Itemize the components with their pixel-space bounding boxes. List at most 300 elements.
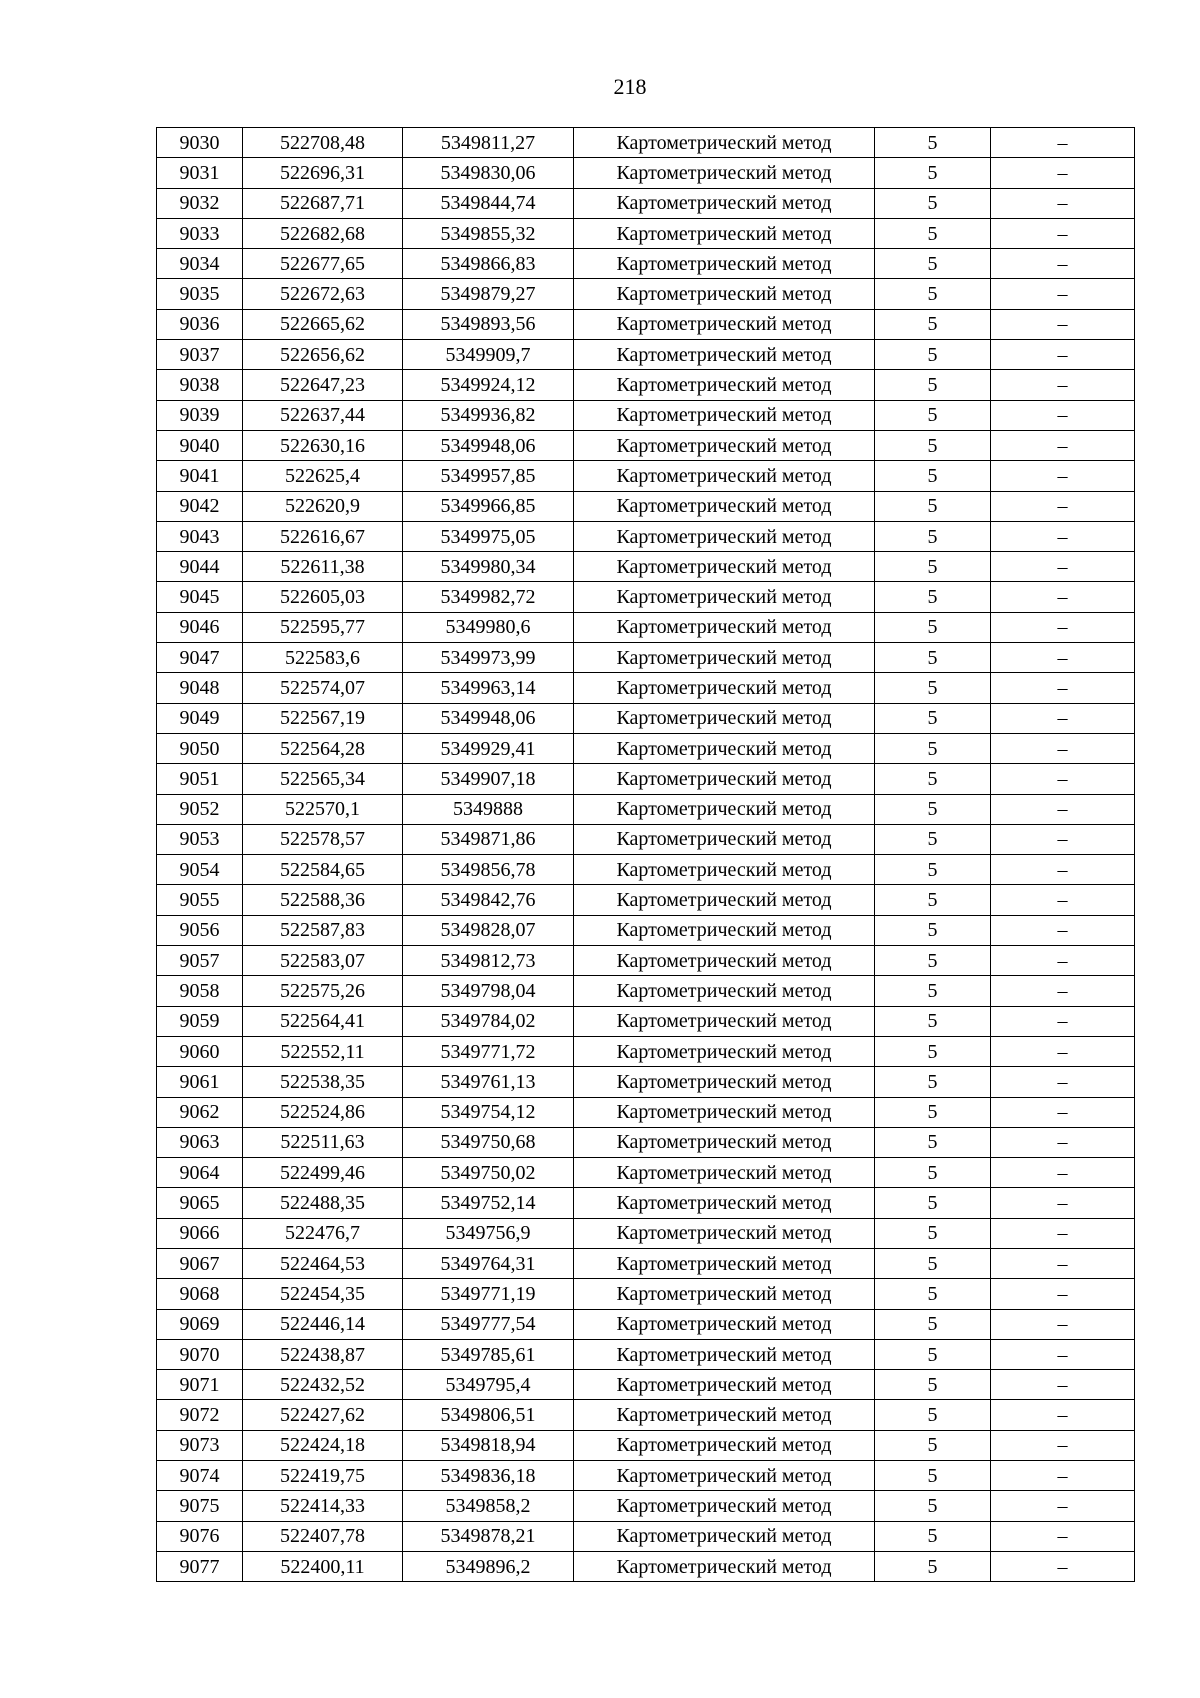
- x-coordinate-cell: 522611,38: [243, 552, 403, 582]
- point-number-cell: 9054: [157, 855, 243, 885]
- table-row: [157, 218, 1135, 248]
- point-number-cell: 9052: [157, 794, 243, 824]
- y-coordinate-cell: 5349754,12: [403, 1097, 574, 1127]
- y-coordinate-cell: 5349844,74: [403, 188, 574, 218]
- note-cell: –: [991, 1430, 1135, 1460]
- method-cell: Картометрический метод: [574, 1006, 875, 1036]
- table-row: [157, 643, 1135, 673]
- accuracy-cell: 5: [875, 1036, 991, 1066]
- table-row: [157, 673, 1135, 703]
- note-cell: –: [991, 1036, 1135, 1066]
- x-coordinate-cell: 522538,35: [243, 1067, 403, 1097]
- x-coordinate-cell: 522552,11: [243, 1036, 403, 1066]
- x-coordinate-cell: 522578,57: [243, 824, 403, 854]
- y-coordinate-cell: 5349818,94: [403, 1430, 574, 1460]
- accuracy-cell: 5: [875, 855, 991, 885]
- method-cell: Картометрический метод: [574, 946, 875, 976]
- table-row: [157, 1248, 1135, 1278]
- point-number-cell: 9038: [157, 370, 243, 400]
- y-coordinate-cell: 5349980,6: [403, 612, 574, 642]
- accuracy-cell: 5: [875, 1370, 991, 1400]
- x-coordinate-cell: 522570,1: [243, 794, 403, 824]
- note-cell: –: [991, 1218, 1135, 1248]
- x-coordinate-cell: 522564,28: [243, 733, 403, 763]
- y-coordinate-cell: 5349963,14: [403, 673, 574, 703]
- method-cell: Картометрический метод: [574, 249, 875, 279]
- note-cell: –: [991, 915, 1135, 945]
- accuracy-cell: 5: [875, 552, 991, 582]
- accuracy-cell: 5: [875, 400, 991, 430]
- point-number-cell: 9036: [157, 309, 243, 339]
- point-number-cell: 9048: [157, 673, 243, 703]
- point-number-cell: 9047: [157, 643, 243, 673]
- accuracy-cell: 5: [875, 612, 991, 642]
- y-coordinate-cell: 5349909,7: [403, 340, 574, 370]
- x-coordinate-cell: 522524,86: [243, 1097, 403, 1127]
- point-number-cell: 9060: [157, 1036, 243, 1066]
- table-row: [157, 1339, 1135, 1369]
- accuracy-cell: 5: [875, 1158, 991, 1188]
- y-coordinate-cell: 5349982,72: [403, 582, 574, 612]
- note-cell: –: [991, 400, 1135, 430]
- point-number-cell: 9045: [157, 582, 243, 612]
- y-coordinate-cell: 5349975,05: [403, 521, 574, 551]
- accuracy-cell: 5: [875, 1551, 991, 1581]
- point-number-cell: 9062: [157, 1097, 243, 1127]
- point-number-cell: 9032: [157, 188, 243, 218]
- note-cell: –: [991, 521, 1135, 551]
- note-cell: –: [991, 158, 1135, 188]
- note-cell: –: [991, 340, 1135, 370]
- y-coordinate-cell: 5349948,06: [403, 703, 574, 733]
- note-cell: –: [991, 733, 1135, 763]
- y-coordinate-cell: 5349871,86: [403, 824, 574, 854]
- note-cell: –: [991, 855, 1135, 885]
- table-row: [157, 1400, 1135, 1430]
- accuracy-cell: 5: [875, 824, 991, 854]
- note-cell: –: [991, 370, 1135, 400]
- note-cell: –: [991, 1521, 1135, 1551]
- method-cell: Картометрический метод: [574, 1158, 875, 1188]
- y-coordinate-cell: 5349936,82: [403, 400, 574, 430]
- note-cell: –: [991, 1279, 1135, 1309]
- method-cell: Картометрический метод: [574, 1339, 875, 1369]
- note-cell: –: [991, 612, 1135, 642]
- point-number-cell: 9046: [157, 612, 243, 642]
- method-cell: Картометрический метод: [574, 1067, 875, 1097]
- point-number-cell: 9057: [157, 946, 243, 976]
- table-row: [157, 552, 1135, 582]
- method-cell: Картометрический метод: [574, 1430, 875, 1460]
- x-coordinate-cell: 522400,11: [243, 1551, 403, 1581]
- method-cell: Картометрический метод: [574, 1127, 875, 1157]
- point-number-cell: 9034: [157, 249, 243, 279]
- table-row: [157, 582, 1135, 612]
- note-cell: –: [991, 1400, 1135, 1430]
- point-number-cell: 9042: [157, 491, 243, 521]
- method-cell: Картометрический метод: [574, 491, 875, 521]
- x-coordinate-cell: 522588,36: [243, 885, 403, 915]
- accuracy-cell: 5: [875, 1279, 991, 1309]
- table-row: [157, 188, 1135, 218]
- note-cell: –: [991, 279, 1135, 309]
- x-coordinate-cell: 522414,33: [243, 1491, 403, 1521]
- table-row: [157, 1521, 1135, 1551]
- table-row: [157, 733, 1135, 763]
- table-row: [157, 1370, 1135, 1400]
- y-coordinate-cell: 5349811,27: [403, 128, 574, 158]
- y-coordinate-cell: 5349761,13: [403, 1067, 574, 1097]
- method-cell: Картометрический метод: [574, 915, 875, 945]
- accuracy-cell: 5: [875, 1006, 991, 1036]
- method-cell: Картометрический метод: [574, 1188, 875, 1218]
- y-coordinate-cell: 5349750,02: [403, 1158, 574, 1188]
- point-number-cell: 9073: [157, 1430, 243, 1460]
- x-coordinate-cell: 522620,9: [243, 491, 403, 521]
- y-coordinate-cell: 5349777,54: [403, 1309, 574, 1339]
- x-coordinate-cell: 522446,14: [243, 1309, 403, 1339]
- note-cell: –: [991, 1491, 1135, 1521]
- y-coordinate-cell: 5349842,76: [403, 885, 574, 915]
- y-coordinate-cell: 5349858,2: [403, 1491, 574, 1521]
- table-row: [157, 370, 1135, 400]
- table-row: [157, 279, 1135, 309]
- note-cell: –: [991, 946, 1135, 976]
- table-row: [157, 1218, 1135, 1248]
- y-coordinate-cell: 5349798,04: [403, 976, 574, 1006]
- y-coordinate-cell: 5349893,56: [403, 309, 574, 339]
- y-coordinate-cell: 5349752,14: [403, 1188, 574, 1218]
- note-cell: –: [991, 218, 1135, 248]
- accuracy-cell: 5: [875, 1491, 991, 1521]
- x-coordinate-cell: 522708,48: [243, 128, 403, 158]
- point-number-cell: 9035: [157, 279, 243, 309]
- note-cell: –: [991, 794, 1135, 824]
- method-cell: Картометрический метод: [574, 521, 875, 551]
- accuracy-cell: 5: [875, 946, 991, 976]
- y-coordinate-cell: 5349785,61: [403, 1339, 574, 1369]
- y-coordinate-cell: 5349828,07: [403, 915, 574, 945]
- x-coordinate-cell: 522587,83: [243, 915, 403, 945]
- y-coordinate-cell: 5349878,21: [403, 1521, 574, 1551]
- point-number-cell: 9043: [157, 521, 243, 551]
- x-coordinate-cell: 522432,52: [243, 1370, 403, 1400]
- coordinates-table: [156, 127, 1135, 1582]
- point-number-cell: 9030: [157, 128, 243, 158]
- method-cell: Картометрический метод: [574, 673, 875, 703]
- y-coordinate-cell: 5349784,02: [403, 1006, 574, 1036]
- table-row: [157, 1036, 1135, 1066]
- note-cell: –: [991, 1248, 1135, 1278]
- point-number-cell: 9063: [157, 1127, 243, 1157]
- accuracy-cell: 5: [875, 1248, 991, 1278]
- point-number-cell: 9055: [157, 885, 243, 915]
- point-number-cell: 9059: [157, 1006, 243, 1036]
- accuracy-cell: 5: [875, 643, 991, 673]
- method-cell: Картометрический метод: [574, 461, 875, 491]
- x-coordinate-cell: 522565,34: [243, 764, 403, 794]
- point-number-cell: 9069: [157, 1309, 243, 1339]
- method-cell: Картометрический метод: [574, 1551, 875, 1581]
- y-coordinate-cell: 5349836,18: [403, 1461, 574, 1491]
- method-cell: Картометрический метод: [574, 1279, 875, 1309]
- note-cell: –: [991, 1158, 1135, 1188]
- accuracy-cell: 5: [875, 582, 991, 612]
- table-row: [157, 855, 1135, 885]
- x-coordinate-cell: 522575,26: [243, 976, 403, 1006]
- note-cell: –: [991, 188, 1135, 218]
- note-cell: –: [991, 491, 1135, 521]
- x-coordinate-cell: 522427,62: [243, 1400, 403, 1430]
- method-cell: Картометрический метод: [574, 1309, 875, 1339]
- y-coordinate-cell: 5349966,85: [403, 491, 574, 521]
- x-coordinate-cell: 522488,35: [243, 1188, 403, 1218]
- point-number-cell: 9031: [157, 158, 243, 188]
- x-coordinate-cell: 522424,18: [243, 1430, 403, 1460]
- method-cell: Картометрический метод: [574, 643, 875, 673]
- y-coordinate-cell: 5349771,72: [403, 1036, 574, 1066]
- accuracy-cell: 5: [875, 976, 991, 1006]
- accuracy-cell: 5: [875, 279, 991, 309]
- point-number-cell: 9074: [157, 1461, 243, 1491]
- table-row: [157, 461, 1135, 491]
- x-coordinate-cell: 522682,68: [243, 218, 403, 248]
- table-row: [157, 1127, 1135, 1157]
- note-cell: –: [991, 461, 1135, 491]
- x-coordinate-cell: 522696,31: [243, 158, 403, 188]
- accuracy-cell: 5: [875, 491, 991, 521]
- y-coordinate-cell: 5349806,51: [403, 1400, 574, 1430]
- table-row: [157, 915, 1135, 945]
- y-coordinate-cell: 5349888: [403, 794, 574, 824]
- note-cell: –: [991, 885, 1135, 915]
- table-row: [157, 1491, 1135, 1521]
- accuracy-cell: 5: [875, 1339, 991, 1369]
- point-number-cell: 9040: [157, 430, 243, 460]
- note-cell: –: [991, 1461, 1135, 1491]
- accuracy-cell: 5: [875, 1127, 991, 1157]
- table-row: [157, 340, 1135, 370]
- accuracy-cell: 5: [875, 794, 991, 824]
- x-coordinate-cell: 522677,65: [243, 249, 403, 279]
- page-number: 218: [613, 74, 647, 99]
- method-cell: Картометрический метод: [574, 733, 875, 763]
- method-cell: Картометрический метод: [574, 855, 875, 885]
- method-cell: Картометрический метод: [574, 1097, 875, 1127]
- accuracy-cell: 5: [875, 1218, 991, 1248]
- table-row: [157, 1188, 1135, 1218]
- point-number-cell: 9053: [157, 824, 243, 854]
- x-coordinate-cell: 522687,71: [243, 188, 403, 218]
- method-cell: Картометрический метод: [574, 1218, 875, 1248]
- accuracy-cell: 5: [875, 1430, 991, 1460]
- table-row: [157, 128, 1135, 158]
- table-row: [157, 309, 1135, 339]
- point-number-cell: 9033: [157, 218, 243, 248]
- accuracy-cell: 5: [875, 1400, 991, 1430]
- accuracy-cell: 5: [875, 1097, 991, 1127]
- point-number-cell: 9039: [157, 400, 243, 430]
- method-cell: Картометрический метод: [574, 1461, 875, 1491]
- method-cell: Картометрический метод: [574, 128, 875, 158]
- note-cell: –: [991, 430, 1135, 460]
- table-row: [157, 1430, 1135, 1460]
- accuracy-cell: 5: [875, 673, 991, 703]
- accuracy-cell: 5: [875, 733, 991, 763]
- method-cell: Картометрический метод: [574, 1400, 875, 1430]
- table-row: [157, 158, 1135, 188]
- table-row: [157, 1097, 1135, 1127]
- x-coordinate-cell: 522567,19: [243, 703, 403, 733]
- x-coordinate-cell: 522464,53: [243, 1248, 403, 1278]
- accuracy-cell: 5: [875, 1521, 991, 1551]
- method-cell: Картометрический метод: [574, 703, 875, 733]
- x-coordinate-cell: 522656,62: [243, 340, 403, 370]
- x-coordinate-cell: 522454,35: [243, 1279, 403, 1309]
- note-cell: –: [991, 824, 1135, 854]
- x-coordinate-cell: 522665,62: [243, 309, 403, 339]
- table-row: [157, 976, 1135, 1006]
- method-cell: Картометрический метод: [574, 794, 875, 824]
- table-row: [157, 794, 1135, 824]
- point-number-cell: 9041: [157, 461, 243, 491]
- accuracy-cell: 5: [875, 340, 991, 370]
- method-cell: Картометрический метод: [574, 158, 875, 188]
- x-coordinate-cell: 522564,41: [243, 1006, 403, 1036]
- y-coordinate-cell: 5349896,2: [403, 1551, 574, 1581]
- accuracy-cell: 5: [875, 1309, 991, 1339]
- method-cell: Картометрический метод: [574, 1036, 875, 1066]
- table-row: [157, 1006, 1135, 1036]
- x-coordinate-cell: 522583,07: [243, 946, 403, 976]
- note-cell: –: [991, 764, 1135, 794]
- table-row: [157, 1461, 1135, 1491]
- table-row: [157, 1279, 1135, 1309]
- method-cell: Картометрический метод: [574, 1491, 875, 1521]
- note-cell: –: [991, 249, 1135, 279]
- point-number-cell: 9065: [157, 1188, 243, 1218]
- accuracy-cell: 5: [875, 885, 991, 915]
- y-coordinate-cell: 5349879,27: [403, 279, 574, 309]
- note-cell: –: [991, 128, 1135, 158]
- accuracy-cell: 5: [875, 188, 991, 218]
- accuracy-cell: 5: [875, 1461, 991, 1491]
- method-cell: Картометрический метод: [574, 1370, 875, 1400]
- point-number-cell: 9075: [157, 1491, 243, 1521]
- x-coordinate-cell: 522499,46: [243, 1158, 403, 1188]
- note-cell: –: [991, 1309, 1135, 1339]
- note-cell: –: [991, 643, 1135, 673]
- point-number-cell: 9068: [157, 1279, 243, 1309]
- note-cell: –: [991, 673, 1135, 703]
- point-number-cell: 9076: [157, 1521, 243, 1551]
- method-cell: Картометрический метод: [574, 340, 875, 370]
- table-row: [157, 1067, 1135, 1097]
- method-cell: Картометрический метод: [574, 188, 875, 218]
- y-coordinate-cell: 5349795,4: [403, 1370, 574, 1400]
- accuracy-cell: 5: [875, 915, 991, 945]
- table-row: [157, 612, 1135, 642]
- accuracy-cell: 5: [875, 128, 991, 158]
- point-number-cell: 9064: [157, 1158, 243, 1188]
- x-coordinate-cell: 522595,77: [243, 612, 403, 642]
- x-coordinate-cell: 522574,07: [243, 673, 403, 703]
- note-cell: –: [991, 582, 1135, 612]
- y-coordinate-cell: 5349771,19: [403, 1279, 574, 1309]
- x-coordinate-cell: 522647,23: [243, 370, 403, 400]
- y-coordinate-cell: 5349866,83: [403, 249, 574, 279]
- y-coordinate-cell: 5349856,78: [403, 855, 574, 885]
- point-number-cell: 9050: [157, 733, 243, 763]
- note-cell: –: [991, 1370, 1135, 1400]
- accuracy-cell: 5: [875, 370, 991, 400]
- point-number-cell: 9058: [157, 976, 243, 1006]
- y-coordinate-cell: 5349924,12: [403, 370, 574, 400]
- point-number-cell: 9066: [157, 1218, 243, 1248]
- table-row: [157, 824, 1135, 854]
- x-coordinate-cell: 522419,75: [243, 1461, 403, 1491]
- point-number-cell: 9056: [157, 915, 243, 945]
- table-row: [157, 1309, 1135, 1339]
- note-cell: –: [991, 1067, 1135, 1097]
- y-coordinate-cell: 5349907,18: [403, 764, 574, 794]
- note-cell: –: [991, 1097, 1135, 1127]
- method-cell: Картометрический метод: [574, 764, 875, 794]
- x-coordinate-cell: 522616,67: [243, 521, 403, 551]
- point-number-cell: 9067: [157, 1248, 243, 1278]
- point-number-cell: 9061: [157, 1067, 243, 1097]
- table-row: [157, 885, 1135, 915]
- x-coordinate-cell: 522672,63: [243, 279, 403, 309]
- accuracy-cell: 5: [875, 703, 991, 733]
- point-number-cell: 9072: [157, 1400, 243, 1430]
- y-coordinate-cell: 5349973,99: [403, 643, 574, 673]
- y-coordinate-cell: 5349764,31: [403, 1248, 574, 1278]
- table-row: [157, 1551, 1135, 1581]
- accuracy-cell: 5: [875, 309, 991, 339]
- method-cell: Картометрический метод: [574, 309, 875, 339]
- y-coordinate-cell: 5349750,68: [403, 1127, 574, 1157]
- point-number-cell: 9077: [157, 1551, 243, 1581]
- x-coordinate-cell: 522511,63: [243, 1127, 403, 1157]
- table-row: [157, 249, 1135, 279]
- y-coordinate-cell: 5349855,32: [403, 218, 574, 248]
- method-cell: Картометрический метод: [574, 218, 875, 248]
- method-cell: Картометрический метод: [574, 976, 875, 1006]
- x-coordinate-cell: 522476,7: [243, 1218, 403, 1248]
- note-cell: –: [991, 552, 1135, 582]
- method-cell: Картометрический метод: [574, 885, 875, 915]
- note-cell: –: [991, 309, 1135, 339]
- accuracy-cell: 5: [875, 521, 991, 551]
- accuracy-cell: 5: [875, 430, 991, 460]
- point-number-cell: 9051: [157, 764, 243, 794]
- method-cell: Картометрический метод: [574, 1248, 875, 1278]
- x-coordinate-cell: 522625,4: [243, 461, 403, 491]
- x-coordinate-cell: 522407,78: [243, 1521, 403, 1551]
- accuracy-cell: 5: [875, 461, 991, 491]
- note-cell: –: [991, 1127, 1135, 1157]
- table-row: [157, 1158, 1135, 1188]
- x-coordinate-cell: 522584,65: [243, 855, 403, 885]
- table-row: [157, 430, 1135, 460]
- method-cell: Картометрический метод: [574, 612, 875, 642]
- note-cell: –: [991, 1339, 1135, 1369]
- table-row: [157, 946, 1135, 976]
- point-number-cell: 9044: [157, 552, 243, 582]
- method-cell: Картометрический метод: [574, 824, 875, 854]
- accuracy-cell: 5: [875, 764, 991, 794]
